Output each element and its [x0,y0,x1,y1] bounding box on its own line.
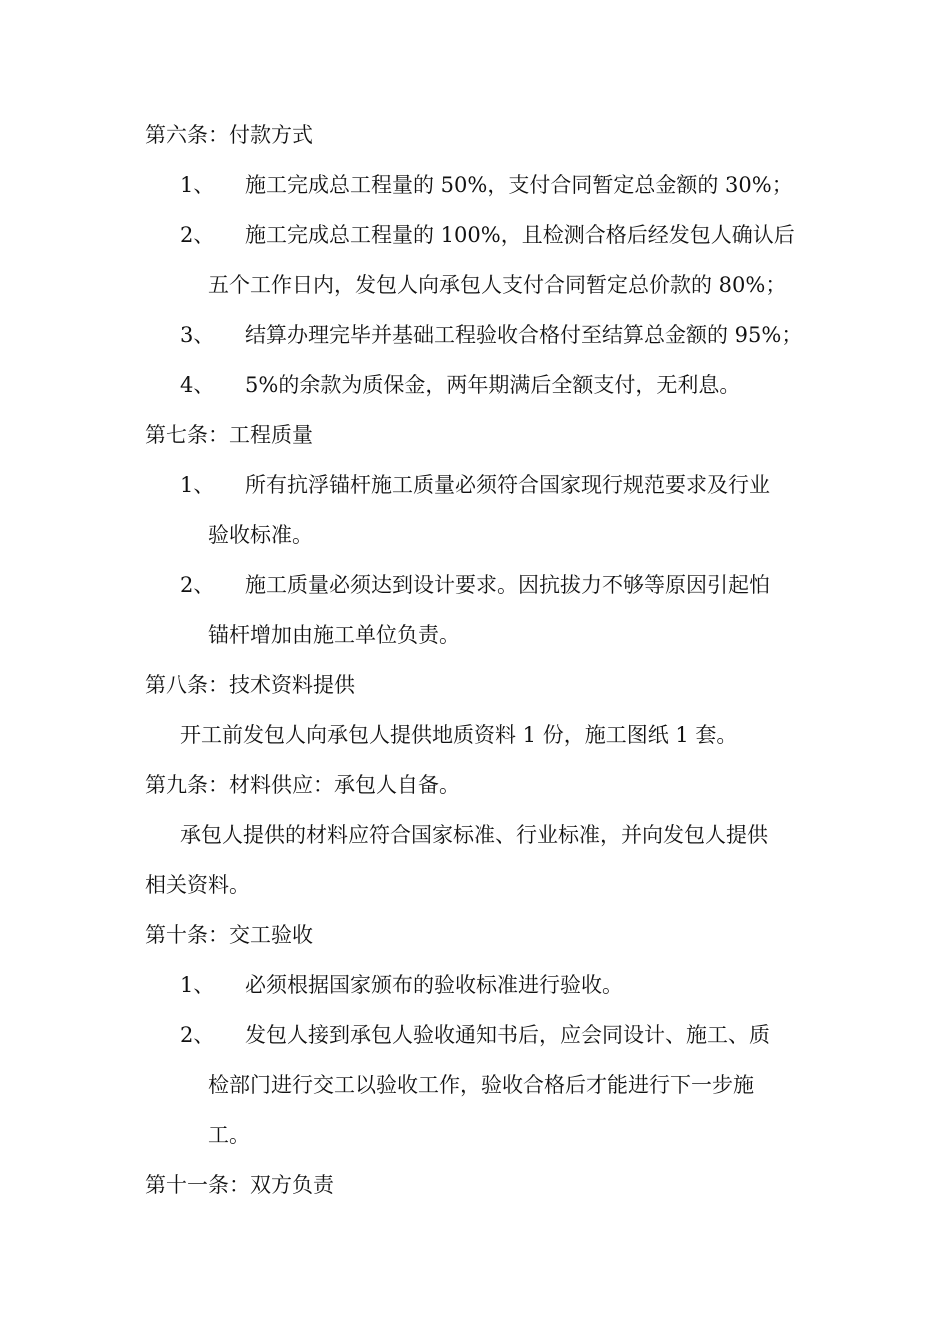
list-item [0,160,950,210]
item-text: 工。 [208,1123,250,1147]
item-text: 施工完成总工程量的 50%，支付合同暂定总金额的 30%； [245,173,793,197]
item-text: 5%的余款为质保金，两年期满后全额支付，无利息。 [245,373,741,397]
section-heading: 第十条：交工验收 [145,923,313,947]
item-text: 检部门进行交工以验收工作，验收合格后才能进行下一步施 [208,1073,754,1097]
list-item [0,960,950,1010]
item-number: 2、 [180,1023,215,1047]
item-text: 所有抗浮锚杆施工质量必须符合国家现行规范要求及行业 [245,473,770,497]
item-number: 1、 [180,973,215,997]
item-text: 必须根据国家颁布的验收标准进行验收。 [245,973,623,997]
item-number: 1、 [180,173,215,197]
section-heading: 第八条：技术资料提供 [145,673,355,697]
item-number: 3、 [180,323,215,347]
item-text: 施工质量必须达到设计要求。因抗拔力不够等原因引起怕 [245,573,770,597]
list-item [0,360,950,410]
item-text: 施工完成总工程量的 100%，且检测合格后经发包人确认后 [245,223,795,247]
item-text: 锚杆增加由施工单位负责。 [208,623,460,647]
list-item [0,460,950,510]
item-number: 4、 [180,373,215,397]
item-text: 发包人接到承包人验收通知书后，应会同设计、施工、质 [245,1023,770,1047]
section-heading: 第九条：材料供应：承包人自备。 [145,773,460,797]
list-item [0,1010,950,1060]
list-item-continuation [0,510,950,560]
list-item [0,560,950,610]
section-heading: 第六条：付款方式 [145,123,313,147]
section-heading: 第七条：工程质量 [145,423,313,447]
paragraph-line: 相关资料。 [145,873,250,897]
list-item [0,310,950,360]
list-item-continuation [0,260,950,310]
paragraph-line: 开工前发包人向承包人提供地质资料 1 份，施工图纸 1 套。 [180,723,738,747]
list-item-continuation [0,1060,950,1110]
item-text: 五个工作日内，发包人向承包人支付合同暂定总价款的 80%； [208,273,787,297]
item-text: 验收标准。 [208,523,313,547]
item-number: 2、 [180,573,215,597]
paragraph-line: 承包人提供的材料应符合国家标准、行业标准，并向发包人提供 [180,823,768,847]
list-item-continuation [0,1110,950,1160]
item-number: 2、 [180,223,215,247]
item-text: 结算办理完毕并基础工程验收合格付至结算总金额的 95%； [245,323,803,347]
item-number: 1、 [180,473,215,497]
list-item [0,210,950,260]
list-item-continuation [0,610,950,660]
section-heading: 第十一条：双方负责 [145,1173,334,1197]
